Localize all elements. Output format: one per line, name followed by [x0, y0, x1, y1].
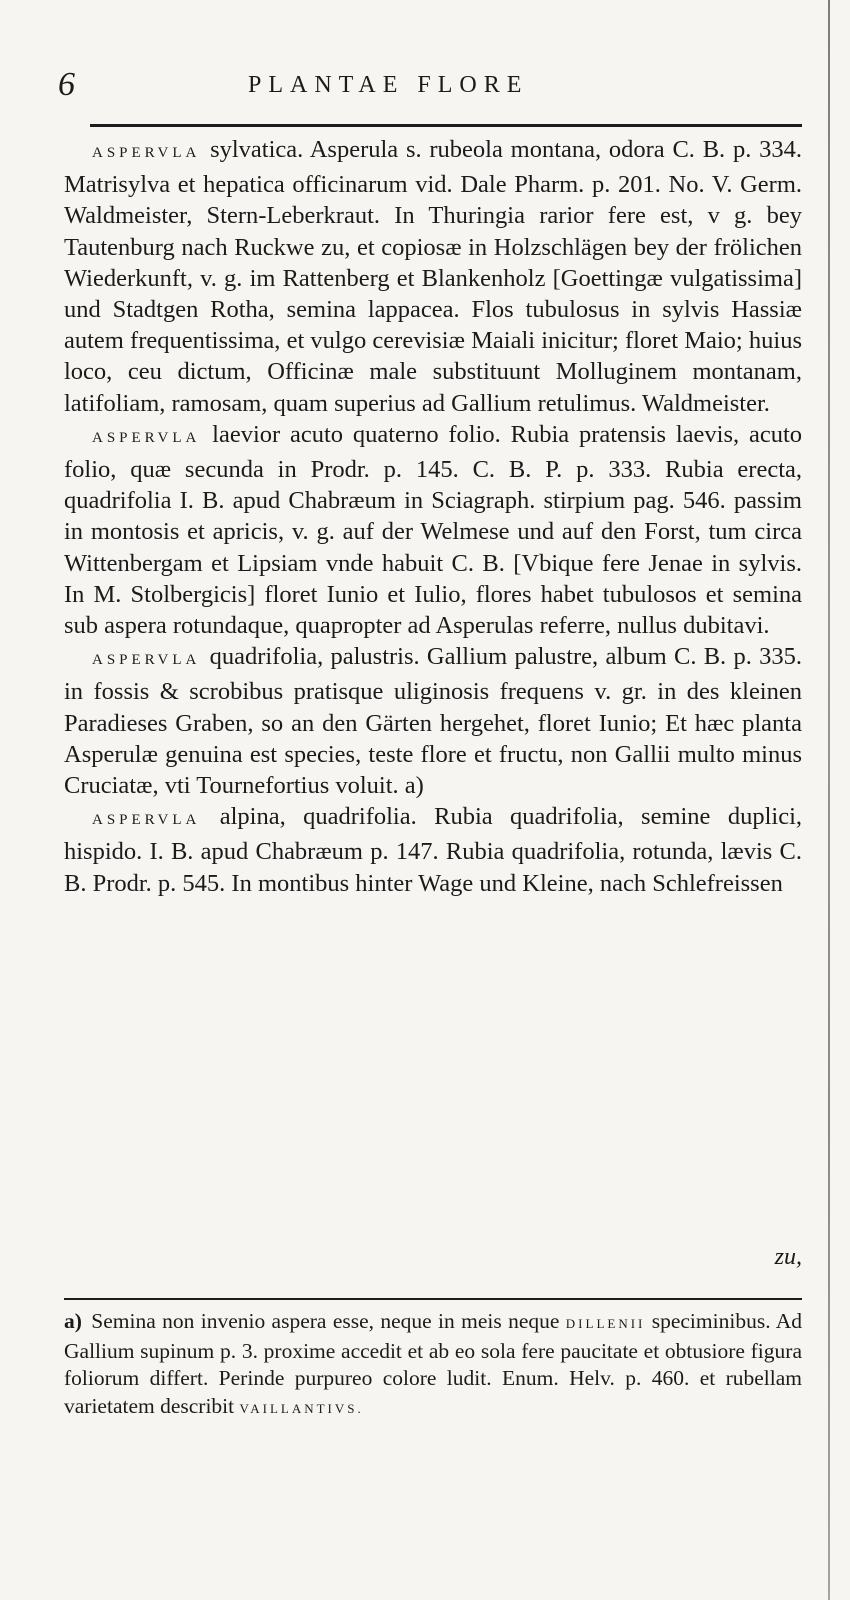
- footnote: [64, 1308, 802, 1422]
- entry-paragraph: [64, 419, 802, 641]
- catchword: zu,: [774, 1244, 802, 1270]
- footnote-author-1: DILLENII: [565, 1316, 646, 1331]
- entry-text: laevior acuto quaterno folio. Rubia pratensis laevis, acuto folio, quæ secunda in Prodr. p. 145. C. B. P. p. 333. Rubia erecta, quadrifolia I. B. apud Chabræum in Sciagraph. stirpium pag. 546. passim in montosis et apricis, v. g. auf der Welmese und auf den Forst, tum circa Wittenbergam et Lipsiam vnde habuit C. B. [Vbique fere Jenae in sylvis. In M. Stolbergicis] floret Iunio et Iulio, flores habet tubulosos et semina sub aspera rotundaque, quapropter ad Asperulas referre, nullus dubitavi.: [64, 420, 802, 640]
- running-head: PLANTAE FLORE: [248, 72, 529, 98]
- footnote-text-2: speciminibus. Ad Gallium supinum p. 3. proxime accedit et ab eo sola fere paucitate et obtusiore figura foliorum differt. Perinde purpureo colore ludit. Enum. Helv. p. 460. et rubellam varietatem describit: [64, 1309, 803, 1418]
- entry-text: quadrifolia, palustris. Gallium palustre, album C. B. p. 335. in fossis & scrobibus pratisque uliginosis frequens v. gr. in des kleinen Paradieses Graben, so an den Gärten hergehet, floret Iunio; Et hæc planta Asperulæ genuina est species, teste flore et fructu, non Gallii multo minus Cruciatæ, vti Tournefortius voluit. a): [64, 643, 802, 800]
- genus-name: ASPERVLA: [92, 652, 201, 669]
- page-header: [58, 66, 798, 110]
- genus-name: ASPERVLA: [92, 812, 201, 829]
- entry-text: sylvatica. Asperula s. rubeola montana, odora C. B. p. 334. Matrisylva et hepatica officinarum vid. Dale Pharm. p. 201. No. V. Germ. Waldmeister, Stern-Leberkraut. In Thuringia rarior fere est, v g. bey Tautenburg nach Ruckwe zu, et copiosæ in Holzschlägen bey der frölichen Wiederkunft, v. g. im Rattenberg et Blankenholz [Goettingæ vulgatissima] und Stadtgen Rotha, semina lappacea. Flos tubulosus in sylvis Hassiæ autem frequentissima, et vulgo cerevisiæ Maiali inicitur; floret Maio; huius loco, ceu dictum, Officinæ male substituunt Molluginem montanam, latifoliam, ramosam, quam superius ad Gallium retulimus. Waldmeister.: [64, 136, 802, 417]
- footnote-rule: [64, 1298, 802, 1300]
- footnote-author-2: VAILLANTIVS.: [239, 1400, 364, 1416]
- entry-paragraph: [64, 801, 802, 899]
- entry-paragraph: [64, 134, 802, 419]
- genus-name: ASPERVLA: [92, 145, 201, 161]
- main-text: [64, 134, 802, 899]
- footnote-paragraph: [64, 1308, 802, 1422]
- entry-text: alpina, quadrifolia. Rubia quadrifolia, semine duplici, hispido. I. B. apud Chabræum p. 147. Rubia quadrifolia, rotunda, lævis C. B. Prodr. p. 545. In montibus hinter Wage und Kleine, nach Schlefreissen: [64, 803, 802, 897]
- page-edge: [828, 0, 830, 1600]
- page-number: 6: [58, 66, 75, 103]
- footnote-mark: a): [64, 1309, 82, 1333]
- footnote-text-1: Semina non invenio aspera esse, neque in meis neque: [91, 1309, 560, 1333]
- entry-paragraph: [64, 641, 802, 801]
- genus-name: ASPERVLA: [92, 429, 201, 446]
- header-rule: [90, 124, 802, 127]
